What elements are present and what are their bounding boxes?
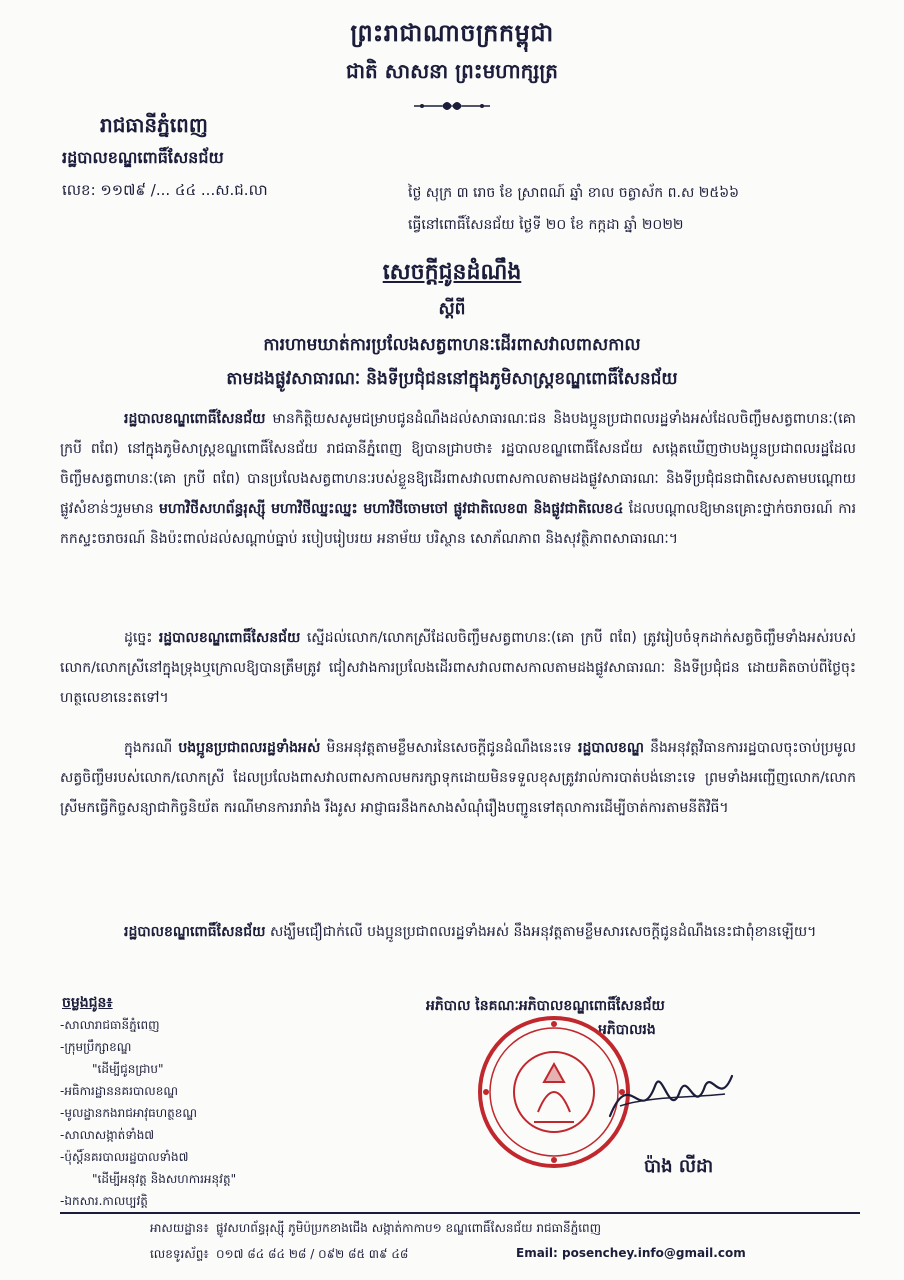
paragraph-1-end: ដែលបណ្តាលឱ្យមានគ្រោះថ្នាក់ចរាចរណ៍ ការកកស្ទះចរាចរណ៍ និងប៉ះពាល់ដល់សណ្តាប់ធ្នាប់ របៀបរៀបរយ អនាម័យ បរិស្ថាន សោភ័ណភាព និងសុវត្ថិភាពសាធារណៈ។ [60,501,857,547]
subject-label: ស្តីពី [438,299,466,319]
cc-item: -ឯកសារ.កាលប្បវត្តិ [60,1194,148,1208]
paragraph-4-lead: រដ្ឋបាលខណ្ឌពោធិ៍សែនជ័យ [124,924,266,940]
reference-number: លេខ: ១១៧៩ /... ៤៤ ...ស.ជ.លា [62,181,268,199]
phone-label: លេខទូរស័ព្ទ៖ [150,1247,209,1261]
signatory-name: ប៉ាង លីដា [644,1156,714,1177]
cc-item: -អធិការដ្ឋាននគរបាលខណ្ឌ [60,1084,179,1098]
paragraph-3-text: នឹងអនុវត្តវិធានការរដ្ឋបាលចុះចាប់ប្រមូលសត្វចិញ្ចឹមរបស់លោក/លោកស្រី ដែលប្រលែងពាសវាលពាសកាលមករក្សាទុកដោយមិនទទួលខុសត្រូវរាល់ការបាត់បង់នោះទេ ព្រមទាំងអញ្ជើញលោក/លោកស្រីមកធ្វើកិច្ចសន្យាជាកិច្ចនិយ័ត ករណីមានការរារាំង រឹងរូស អាជ្ញាធរនឹងកសាងសំណុំរឿងបញ្ជូនទៅតុលាការដើម្បីចាត់ការតាមនីតិវិធី។ [60,740,856,816]
phone-number: ០១៧ ៨៤ ៨៤ ២៨ / ០៩២ ៨៥ ៣៩ ៤៨ [216,1247,409,1261]
issue-date: ធ្វើនៅពោធិ៍សែនជ័យ ថ្ងៃទី ២០ ខែ កក្កដា ឆ្នាំ ២០២២ [408,217,684,233]
paragraph-1-text: មានកិត្តិយសសូមជម្រាបជូនដំណឹងដល់សាធារណៈជន និងបងប្អូនប្រជាពលរដ្ឋទាំងអស់ដែលចិញ្ចឹមសត្វពាហនៈ(គោ ក្របី ពពែ) នៅក្នុងភូមិសាស្ត្រខណ្ឌពោធិ៍សែនជ័យ រាជធានីភ្នំពេញ ឱ្យបានជ្រាបថា៖ រដ្ឋបាលខណ្ឌពោធិ៍សែនជ័យ សង្កេតឃើញថាបងប្អូនប្រជាពលរដ្ឋដែលចិញ្ចឹមសត្វពាហនៈ(គោ ក្របី ពពែ) បានប្រលែងសត្វពាហនៈរបស់ខ្លួនឱ្យដើរពាសវាលពាសកាលតាមដងផ្លូវសាធារណៈ និងទីប្រជុំជនជាពិសេសតាមបណ្តោយផ្លូវសំខាន់ៗរួមមាន [60,411,856,517]
subject-line-1: ការហាមឃាត់ការប្រលែងសត្វពាហនៈដើរពាសវាលពាសកាល [263,335,641,355]
cc-item: -ក្រុមប្រឹក្សាខណ្ឌ [60,1040,132,1054]
subject-line-2: តាមដងផ្លូវសាធារណៈ និងទីប្រជុំជននៅក្នុងភូមិសាស្ត្រខណ្ឌពោធិ៍សែនជ័យ [226,369,678,389]
paragraph-1-lead: រដ្ឋបាលខណ្ឌពោធិ៍សែនជ័យ [124,411,266,427]
cc-item: -ប៉ុស្តិ៍នគរបាលរដ្ឋបាលទាំង៧ [60,1150,189,1164]
footer-divider [60,1212,860,1214]
capital-name: រាជធានីភ្នំពេញ [100,113,208,137]
paragraph-1 [60,404,856,554]
email-address[interactable]: Email: posenchey.info@gmail.com [516,1246,746,1260]
signatory-role: អភិបាលរង [598,1022,656,1038]
paragraph-2 [60,623,856,713]
kingdom-heading: ព្រះរាជាណាចក្រកម្ពុជា [350,19,554,47]
cc-list [60,1014,236,1212]
national-motto: ជាតិ សាសនា ព្រះមហាក្សត្រ [346,59,558,83]
cc-title: ចម្លងជូន៖ [62,995,113,1011]
document-type-title: សេចក្តីជូនដំណឹង [382,260,522,285]
paragraph-3 [60,733,856,823]
cc-note: "ដើម្បីជូនជ្រាប" [92,1062,164,1076]
paragraph-3-mid: មិនអនុវត្តតាមខ្លឹមសារនៃសេចក្តីជូនដំណឹងនេះទេ [320,740,579,756]
ornament-divider-icon [412,96,492,116]
cc-item: -សាលារាជធានីភ្នំពេញ [60,1018,160,1032]
cc-note: "ដើម្បីអនុវត្ត និងសហការអនុវត្ត" [92,1172,237,1186]
district-administration: រដ្ឋបាលខណ្ឌពោធិ៍សែនជ័យ [62,148,224,167]
signature-icon [600,1046,740,1136]
address-text: ផ្លូវសហព័ន្ធរុស្ស៊ី ភូមិប៉ប្រកខាងជើង សង្កាត់កាកាប១ ខណ្ឌពោធិ៍សែនជ័យ រាជធានីភ្នំពេញ [216,1221,602,1235]
paragraph-3-lead: បងប្អូនប្រជាពលរដ្ឋទាំងអស់ [178,740,321,756]
paragraph-1-roads: មហាវិថីសហព័ន្ធរុស្ស៊ី មហាវិថីឈ្នះឈ្នះ មហាវិថីចោមចៅ ផ្លូវជាតិលេខ៣ និងផ្លូវជាតិលេខ៤ [159,501,624,517]
signatory-title: អភិបាល នៃគណៈអភិបាលខណ្ឌពោធិ៍សែនជ័យ [426,998,665,1014]
paragraph-3-intro: ក្នុងករណី [124,740,179,756]
paragraph-4-text: សង្ឃឹមជឿជាក់លើ បងប្អូនប្រជាពលរដ្ឋទាំងអស់ នឹងអនុវត្តតាមខ្លឹមសារសេចក្តីជូនដំណឹងនេះជាពុំខានឡើយ។ [265,924,817,940]
paragraph-4 [60,917,856,947]
paragraph-2-text: ស្នើដល់លោក/លោកស្រីដែលចិញ្ចឹមសត្វពាហនៈ(គោ ក្របី ពពែ) ត្រូវរៀបចំទុកដាក់សត្វចិញ្ចឹមទាំងអស់របស់លោក/លោកស្រីនៅក្នុងទ្រុងឬក្រោលឱ្យបានត្រឹមត្រូវ ជៀសវាងការប្រលែងដើរពាសវាលពាសកាលតាមដងផ្លូវសាធារណៈ និងទីប្រជុំជន ដោយគិតចាប់ពីថ្ងៃចុះហត្ថលេខានេះតទៅ។ [60,630,857,706]
lunar-date: ថ្ងៃ សុក្រ ៣ រោច ខែ ស្រាពណ៍ ឆ្នាំ ខាល ចត្វាស័ក ព.ស ២៥៦៦ [408,185,740,201]
paragraph-2-intro: ដូច្នេះ [124,630,159,646]
cc-item: -សាលាសង្កាត់ទាំង៧ [60,1128,155,1142]
paragraph-3-lead-2: រដ្ឋបាលខណ្ឌ [578,740,644,756]
address-label: អាសយដ្ឋាន៖ [150,1221,209,1235]
cc-item: -មូលដ្ឋានកងរាជអាវុធហត្ថខណ្ឌ [60,1106,198,1120]
paragraph-2-lead: រដ្ឋបាលខណ្ឌពោធិ៍សែនជ័យ [158,630,301,646]
